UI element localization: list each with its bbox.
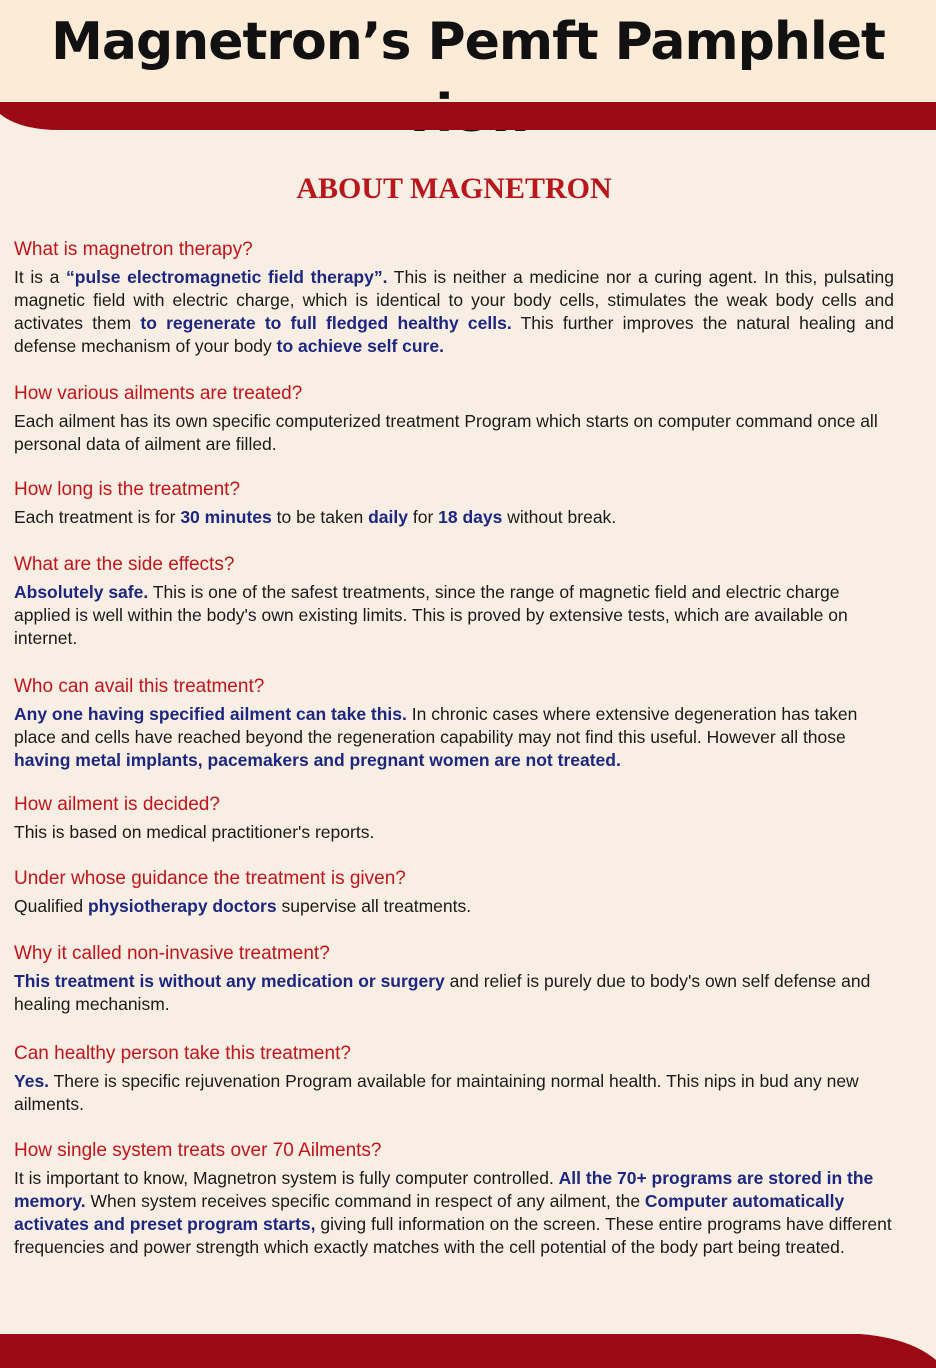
faq-question: How long is the treatment? <box>14 479 241 500</box>
faq-section <box>14 1042 894 1116</box>
answer-text: In chronic cases where extensive degeneration has taken place and cells have reached beyond the regeneration capability may not find this useful. However all those <box>14 704 858 747</box>
faq-section <box>14 675 894 772</box>
faq-question: Can healthy person take this treatment? <box>14 1043 351 1064</box>
faq-answer <box>14 410 894 456</box>
answer-highlight-text: Absolutely safe. <box>14 582 149 602</box>
faq-question: What are the side effects? <box>14 554 235 575</box>
answer-text: and relief is purely due to body's own self defense and healing mechanism. <box>14 971 871 1014</box>
answer-highlight-text: All the 70+ programs are stored in the memory. <box>14 1168 874 1211</box>
answer-highlight-text: to regenerate to full fledged healthy cells. <box>140 313 512 333</box>
answer-highlight-text: daily <box>368 507 408 527</box>
answer-highlight-text: to achieve self cure. <box>276 336 444 356</box>
pamphlet-title: ABOUT MAGNETRON <box>296 172 612 205</box>
answer-highlight-text: 30 minutes <box>180 507 272 527</box>
faq-answer <box>14 703 894 772</box>
answer-highlight-text: Any one having specified ailment can take this. <box>14 704 407 724</box>
faq-answer <box>14 266 894 358</box>
faq-question: How ailment is decided? <box>14 794 220 815</box>
faq-section <box>14 553 894 650</box>
faq-section <box>14 942 894 1016</box>
answer-text: Qualified <box>14 896 88 916</box>
faq-answer <box>14 895 894 918</box>
faq-question: Under whose guidance the treatment is given? <box>14 868 406 889</box>
answer-text: Each ailment has its own specific computerized treatment Program which starts on computer command once all personal data of ailment are filled. <box>14 411 878 454</box>
answer-text: to be taken <box>271 507 369 527</box>
faq-answer <box>14 506 894 529</box>
answer-highlight-text: This treatment is without any medication or surgery <box>14 971 445 991</box>
faq-question: Why it called non-invasive treatment? <box>14 943 330 964</box>
answer-text: supervise all treatments. <box>276 896 472 916</box>
answer-text: It is important to know, Magnetron system is fully computer controlled. <box>14 1168 559 1188</box>
faq-section <box>14 1139 894 1259</box>
answer-text: It is a <box>14 267 67 287</box>
answer-text: This further improves the natural healing and defense mechanism of your body <box>14 313 894 356</box>
pamphlet-header <box>14 150 894 206</box>
answer-text: without break. <box>502 507 617 527</box>
bottom-decorative-band <box>0 1330 936 1368</box>
faq-answer <box>14 821 894 844</box>
answer-text: This is one of the safest treatments, since the range of magnetic field and electric charge applied is well within the body's own existing limits. This is proved by extensive tests, which are available on internet. <box>14 582 848 648</box>
faq-question: How single system treats over 70 Ailments? <box>14 1140 382 1161</box>
answer-text: giving full information on the screen. These entire programs have different frequencies and power strength which exactly matches with the cell potential of the body part being treated. <box>14 1214 892 1257</box>
answer-highlight-text: 18 days <box>438 507 503 527</box>
answer-text: for <box>407 507 439 527</box>
faq-question: How various ailments are treated? <box>14 383 303 404</box>
page-title: Magnetron’s Pemft Pamphlet <box>51 12 885 72</box>
faq-question: What is magnetron therapy? <box>14 239 253 260</box>
faq-section <box>14 867 894 918</box>
faq-answer <box>14 970 894 1016</box>
faq-question: Who can avail this treatment? <box>14 676 265 697</box>
answer-text: Each treatment is for <box>14 507 181 527</box>
answer-highlight-text: “pulse electromagnetic field therapy”. <box>66 267 388 287</box>
top-decorative-band <box>0 100 936 132</box>
answer-text: There is specific rejuvenation Program available for maintaining normal health. This nips in bud any new ailments. <box>14 1071 859 1114</box>
answer-highlight-text: having metal implants, pacemakers and pregnant women are not treated. <box>14 750 621 770</box>
faq-section <box>14 793 894 844</box>
faq-section <box>14 478 894 529</box>
faq-section <box>14 382 894 456</box>
faq-answer <box>14 1070 894 1116</box>
answer-text: When system receives specific command in respect of any ailment, the <box>85 1191 645 1211</box>
answer-text: This is neither a medicine nor a curing agent. In this, pulsating magnetic field with electric charge, which is identical to your body cells, stimulates the weak body cells and activates them <box>14 267 894 333</box>
answer-highlight-text: physiotherapy doctors <box>87 896 277 916</box>
faq-answer <box>14 1167 894 1259</box>
header-banner <box>0 0 936 104</box>
answer-highlight-text: Computer automatically activates and preset program starts, <box>14 1191 845 1234</box>
answer-text: This is based on medical practitioner's reports. <box>14 822 375 842</box>
faq-answer <box>14 581 894 650</box>
faq-section <box>14 238 894 358</box>
answer-highlight-text: Yes. <box>14 1071 50 1091</box>
